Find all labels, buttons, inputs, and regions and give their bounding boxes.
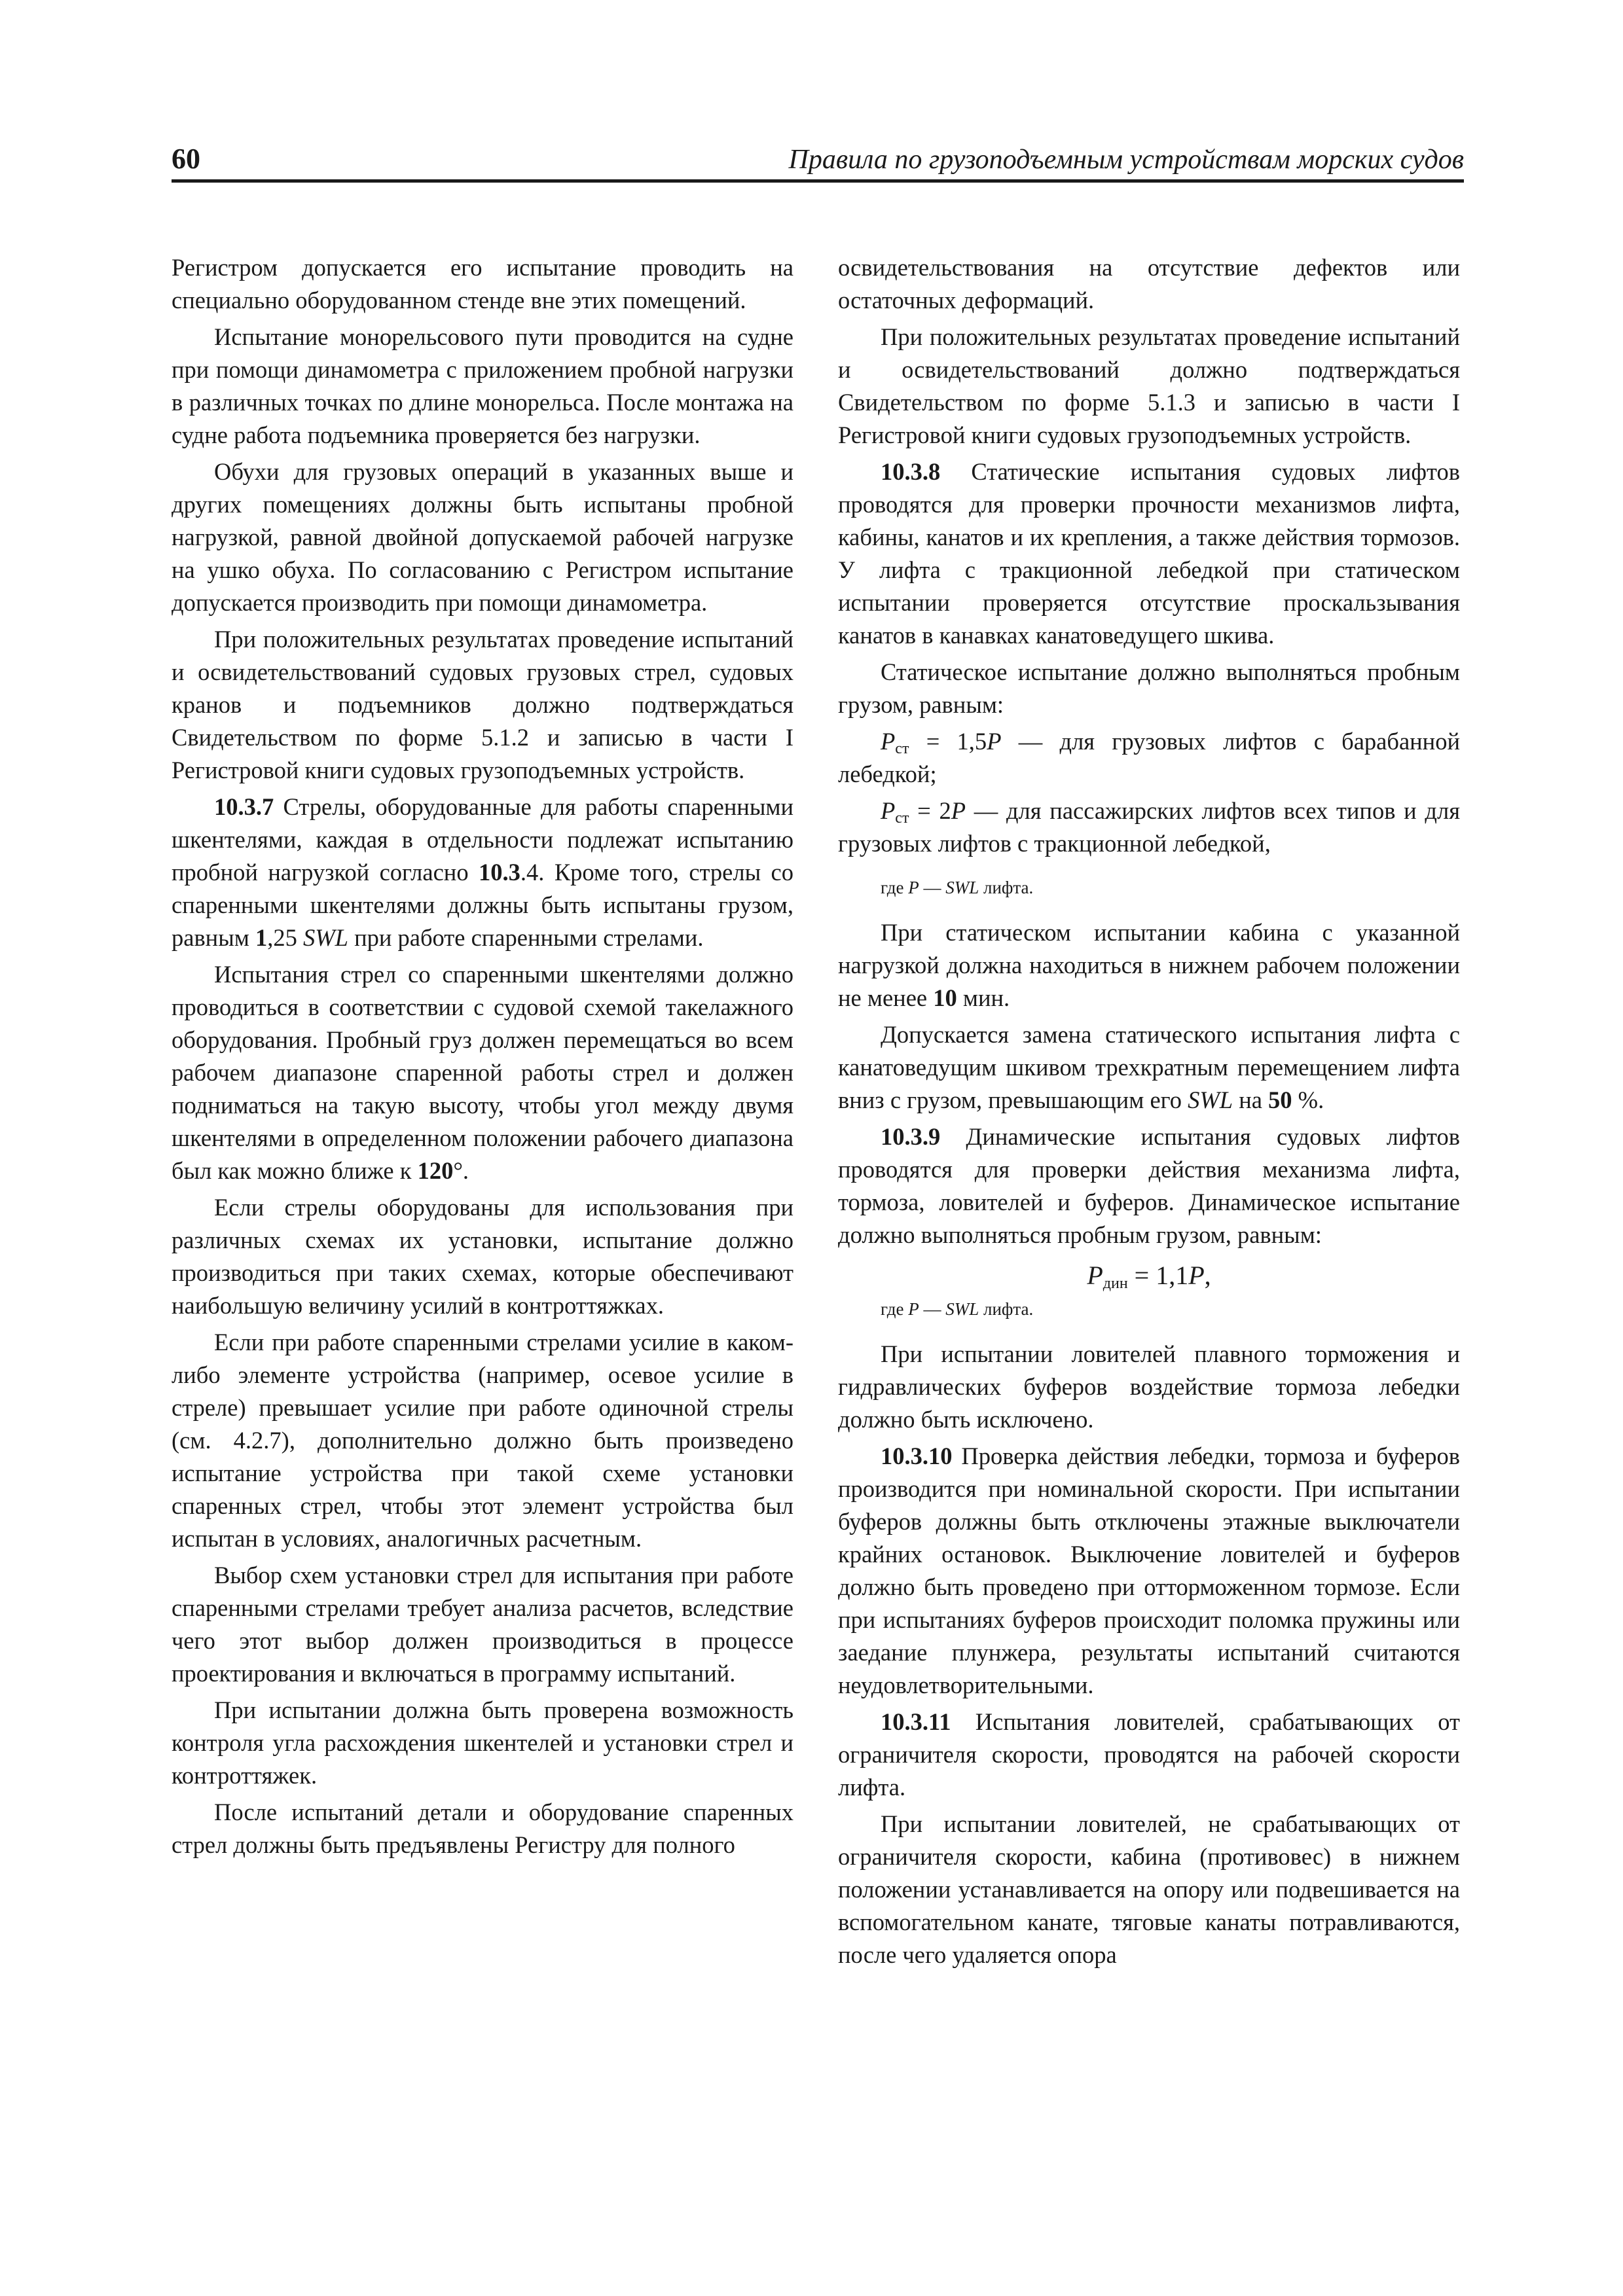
- page-header: [172, 139, 1464, 183]
- subscript: дин: [1103, 1275, 1128, 1292]
- text: ,: [1204, 1261, 1211, 1290]
- paragraph: Обухи для грузовых операций в указанных выше и других помещениях должны быть испытаны пробной нагрузкой, равной двойной допускаемой рабочей нагрузке на ушко обуха. По согласованию с Регистром испытание допускается производить при помощи динамометра.: [172, 458, 793, 616]
- paragraph: При испытании должна быть проверена возможность контроля угла расхождения шкентелей и установки стрел и контроттяжек.: [172, 1696, 793, 1789]
- formula-note: [838, 1296, 1460, 1322]
- text: = 2: [909, 797, 951, 824]
- text: Динамические испытания судовых лифтов проводятся для проверки действия механизма лифта, тормоза, ловителей и буферов. Динамическое испытание должно выполняться пробным грузом, равным:: [838, 1123, 1460, 1248]
- paragraph-10-3-11: [838, 1706, 1460, 1804]
- paragraph: При испытании ловителей, не срабатывающих от ограничителя скорости, кабина (противовес) в нижнем положении устанавливается на опору или подвешивается на вспомогательном канате, тяговые канаты потравливаются, после чего удаляется опора: [838, 1810, 1460, 1968]
- text: Проверка действия лебедки, тормоза и буферов производится при номинальной скорости. При испытании буферов должны быть отключены этажные выключатели крайних остановок. Выключение ловителей и буферов должно быть проведено при отторможенном тормозе. Если при испытаниях буферов происходит поломка пружины или заедание плунжера, результаты испытаний считаются неудовлетворительными.: [838, 1443, 1460, 1698]
- text: — для грузовых лифтов с барабанной лебедкой;: [838, 728, 1460, 787]
- text: Допускается замена статического испытания лифта с канатоведущим шкивом трехкратным перемещением лифта вниз с грузом, превышающим его: [838, 1021, 1460, 1113]
- paragraph: После испытаний детали и оборудование спаренных стрел должны быть предъявлены Регистру для полного: [172, 1799, 793, 1858]
- reference: 10.3: [479, 859, 520, 886]
- symbol: P: [1087, 1261, 1103, 1290]
- text: .4. Кроме того, стрелы со спаренными шкентелями должны быть испытаны грузом, равным: [172, 859, 793, 951]
- paragraph-10-3-7: [172, 791, 793, 954]
- section-number: 10.3.10: [881, 1443, 953, 1469]
- swl-term: SWL: [945, 878, 979, 897]
- paragraph: Если при работе спаренными стрелами усилие в каком-либо элементе устройства (например, осевое усилие в стреле) превышает усилие при работе одиночной стрелы (см. 4.2.7), дополнительно должно быть произведено испытание устройства при такой схеме установки спаренных стрел, чтобы этот элемент устройства был испытан в условиях, аналогичных расчетным.: [172, 1329, 793, 1552]
- swl-term: SWL: [302, 924, 348, 951]
- formula-line: [838, 795, 1460, 860]
- text: мин.: [957, 984, 1010, 1011]
- formula-line: [838, 725, 1460, 791]
- paragraph: При положительных результатах проведение испытаний и освидетельствований судовых грузовых стрел, судовых кранов и подъемников должно подтверждаться Свидетельством по форме 5.1.2 и записью в части I Регистровой книги судовых грузоподъемных устройств.: [172, 626, 793, 783]
- text: Статические испытания судовых лифтов проводятся для проверки прочности механизмов лифта, кабины, канатов и их крепления, а также действия тормозов. У лифта с тракционной лебедкой при статическом испытании проверяется отсутствие проскальзывания канатов в канавках канатоведущего шкива.: [838, 458, 1460, 649]
- paragraph: [172, 958, 793, 1187]
- text: где: [881, 1299, 909, 1319]
- text: ,25: [267, 924, 303, 951]
- text: — для пассажирских лифтов всех типов и для грузовых лифтов с тракционной лебедкой,: [838, 797, 1460, 857]
- paragraph: Испытание монорельсового пути проводится на судне при помощи динамометра с приложением пробной нагрузки в различных точках по длине монорельса. После монтажа на судне работа подъемника проверяется без нагрузки.: [172, 323, 793, 448]
- text: = 1,5: [909, 728, 987, 755]
- symbol: P: [881, 797, 896, 824]
- section-number: 10.3.8: [881, 458, 941, 485]
- swl-term: SWL: [1188, 1086, 1233, 1113]
- paragraph: [838, 1018, 1460, 1117]
- text: —: [919, 1299, 946, 1319]
- paragraph: Выбор схем установки стрел для испытания при работе спаренными стрелами требует анализа расчетов, вследствие чего этот выбор должен производиться в процессе проектирования и включаться в программу испытаний.: [172, 1562, 793, 1687]
- text: лифта.: [979, 1299, 1034, 1319]
- paragraph: Регистром допускается его испытание проводить на специально оборудованном стенде вне этих помещений.: [172, 254, 793, 314]
- left-column: [172, 251, 793, 1861]
- value: 10: [933, 984, 957, 1011]
- text: = 1,1: [1127, 1261, 1189, 1290]
- subscript: ст: [895, 810, 909, 827]
- text: %.: [1292, 1086, 1324, 1113]
- paragraph-10-3-9: [838, 1121, 1460, 1251]
- section-number: 10.3.7: [214, 793, 274, 820]
- text: При статическом испытании кабина с указанной нагрузкой должна находиться в нижнем рабочем положении не менее: [838, 919, 1460, 1011]
- paragraph: При испытании ловителей плавного торможения и гидравлических буферов воздействие тормоза лебедки должно быть исключено.: [838, 1340, 1460, 1433]
- variable: P: [987, 728, 1002, 755]
- variable: P: [908, 878, 919, 897]
- value: 50: [1268, 1086, 1292, 1113]
- text: где: [881, 878, 909, 897]
- section-number: 10.3.11: [881, 1708, 951, 1735]
- running-title: Правила по грузоподъемным устройствам морских судов: [788, 145, 1464, 175]
- text: Стрелы, оборудованные для работы спаренными шкентелями, каждая в отдельности подлежат испытанию пробной нагрузкой согласно: [172, 793, 793, 886]
- symbol: P: [881, 728, 896, 755]
- subscript: ст: [895, 740, 909, 757]
- text: Испытания ловителей, срабатывающих от ограничителя скорости, проводятся на рабочей скорости лифта.: [838, 1708, 1460, 1801]
- paragraph: Статическое испытание должно выполняться пробным грузом, равным:: [838, 658, 1460, 718]
- swl-term: SWL: [945, 1299, 979, 1319]
- text: при работе спаренными стрелами.: [348, 924, 704, 951]
- text: лифта.: [979, 878, 1034, 897]
- paragraph: [838, 916, 1460, 1014]
- text: °.: [453, 1157, 469, 1184]
- paragraph: При положительных результатах проведение испытаний и освидетельствований должно подтверждаться Свидетельством по форме 5.1.3 и записью в части I Регистровой книги судовых грузоподъемных устройств.: [838, 323, 1460, 448]
- text: —: [919, 878, 946, 897]
- text: Испытания стрел со спаренными шкентелями должно проводиться в соответствии с судовой схемой такелажного оборудования. Пробный груз должен перемещаться во всем рабочем диапазоне спаренной работы стрел и должен подниматься на такую высоту, чтобы угол между двумя шкентелями в определенном положении рабочего диапазона был как можно ближе к: [172, 961, 793, 1184]
- right-column: [838, 251, 1460, 1971]
- paragraph-10-3-8: [838, 456, 1460, 652]
- paragraph: Если стрелы оборудованы для использования при различных схемах их установки, испытание должно производиться при таких схемах, которые обеспечивают наибольшую величину усилий в контроттяжках.: [172, 1194, 793, 1319]
- angle-value: 120: [417, 1157, 454, 1184]
- formula-note: [838, 874, 1460, 901]
- formula: [838, 1259, 1460, 1292]
- value: 1: [255, 924, 268, 951]
- page-number: 60: [172, 143, 200, 175]
- paragraph: освидетельствования на отсутствие дефектов или остаточных деформаций.: [838, 254, 1460, 314]
- section-number: 10.3.9: [881, 1123, 941, 1150]
- variable: P: [908, 1299, 919, 1319]
- variable: P: [951, 797, 966, 824]
- text: на: [1233, 1086, 1269, 1113]
- variable: P: [1188, 1261, 1205, 1290]
- paragraph-10-3-10: [838, 1440, 1460, 1702]
